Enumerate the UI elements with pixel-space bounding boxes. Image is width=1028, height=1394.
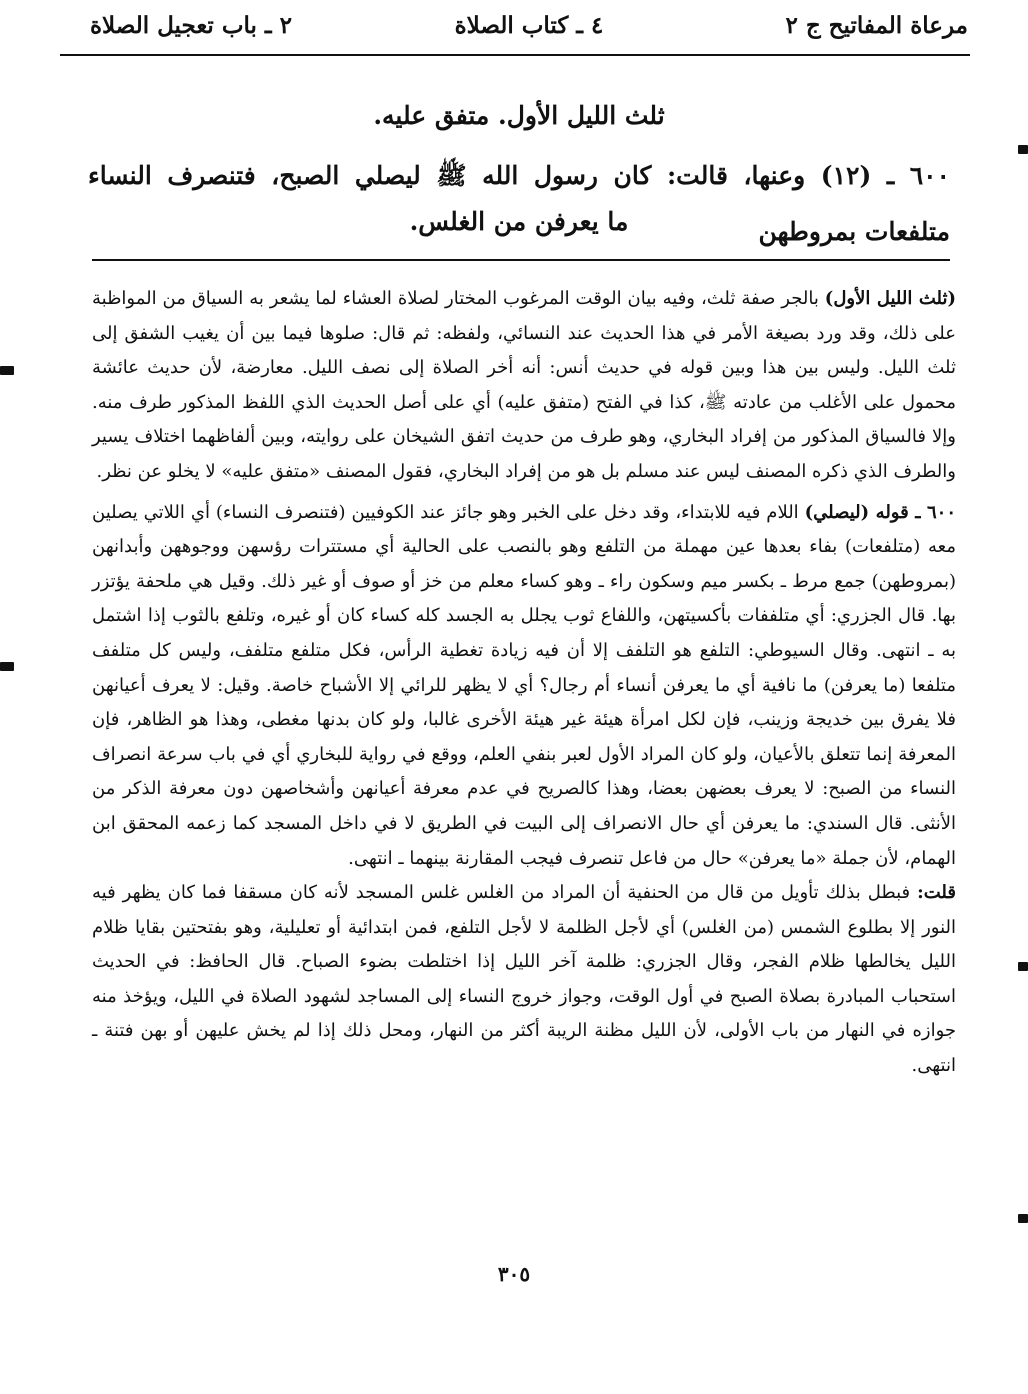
hadith-line-1: ثلث الليل الأول. متفق عليه.	[373, 101, 665, 130]
scan-mark	[1018, 962, 1028, 971]
scan-mark	[0, 366, 14, 375]
commentary-paragraph-1	[92, 282, 956, 490]
commentary-paragraph-3	[92, 876, 956, 1084]
scan-mark	[1018, 1214, 1028, 1223]
hadith-line-3: ما يعرفن من الغلس.	[409, 207, 629, 236]
commentary-text: اللام فيه للابتداء، وقد دخل على الخبر وهو جائز عند الكوفيين (فتنصرف النساء) أي اللاتي يصلين معه (متلفعات) بفاء بعدها عين مهملة من التلفع وهو بالنصب على الحالية أي مستترات رؤسهن ووجوههن وأبدانهن (بمروطهن) جمع مرط ـ بكسر ميم وسكون راء ـ وهو كساء معلم من خز أو صوف أو غير ذلك. وقيل هي ملحفة يؤتزر بها. قال الجزري: أي متلففات بأكسيتهن، واللفاع ثوب يجلل به الجسد كله كساء كان أو غيره، وتلفع بالثوب إذا اشتمل به ـ انتهى. وقال السيوطي: التلفع هو التلفف إلا أن فيه زيادة تغطية الرأس، فكل متلفع متلفف، وليس كل متلفف متلفعا (ما يعرفن) ما نافية أي ما يعرفن أنساء أم رجال؟ أي لا يظهر للرائي إلا الأشباح خاصة. وقيل: لا يعرف أعيانهن فلا يفرق بين خديجة وزينب، فإن لكل امرأة هيئة غير هيئة الأخرى غالبا، ولو كان بدنها مغطى، وهذا هو الظاهر، فإن المعرفة إنما تتعلق بالأعيان، ولو كان المراد الأول لعبر بنفي العلم، ووقع في رواية للبخاري أي في باب سرعة انصراف النساء من الصبح: لا يعرف بعضهن بعضا، وهذا كالصريح في عدم معرفة أعيانهن وأشخاصهن دون معرفة الذكر من الأنثى. قال السندي: ما يعرفن أي حال الانصراف إلى البيت في الطريق لا في داخل المسجد كما زعمه المحقق ابن الهمام، لأن جملة «ما يعرفن» حال من فاعل تنصرف فيجب المقارنة بينهما ـ انتهى.	[92, 501, 956, 869]
section-title: ٢ ـ باب تعجيل الصلاة	[90, 12, 293, 39]
scan-mark	[1018, 145, 1028, 154]
commentary-text: بالجر صفة ثلث، وفيه بيان الوقت المرغوب المختار لصلاة العشاء لما يشعر به السياق من المواظبة على ذلك، وقد ورد بصيغة الأمر في هذا الحديث عند النسائي، ولفظه: ثم قال: صلوها فيما بين أن يغيب الشفق إلى ثلث الليل. وليس بين هذا وبين قوله في حديث أنس: أنه أخر الصلاة إلى نصف الليل. معارضة، لأن حديث عائشة محمول على الأغلب من عادته ﷺ، كذا في الفتح (متفق عليه) أي على أصل الحديث الذي اللفظ المذكور طرف منه. وإلا فالسياق المذكور من إفراد البخاري، وهو طرف من حديث اتفق الشيخان على روايته، وبين ألفاظهما اختلاف يسير والطرف الذي ذكره المصنف ليس عند مسلم بل هو من إفراد البخاري، فقول المصنف «متفق عليه» لا يخلو عن نظر.	[92, 288, 956, 482]
text-commentary-divider	[92, 259, 950, 261]
commentary-lemma: ٦٠٠ ـ قوله (ليصلي)	[804, 501, 957, 523]
scan-mark	[0, 662, 14, 671]
commentary-text: فبطل بذلك تأويل من قال من الحنفية أن المراد من الغلس غلس المسجد لأنه كان مسقفا فما كان يظهر فيه النور إلا بطلوع الشمس (من الغلس) أي لأجل الظلمة لا لأجل التلفع، فمن ابتدائية أو تعليلية، وهو بفتحتين بقايا ظلام الليل يخالطها ظلام الفجر، وقال الجزري: ظلمة آخر الليل إذا اختلطت بضوء الصباح. قال الحافظ: في الحديث استحباب المبادرة بصلاة الصبح في أول الوقت، وجواز خروج النساء إلى المساجد لشهود الصلاة في الليل، ويؤخذ منه جوازه في النهار من باب الأولى، لأن الليل مظنة الريبة أكثر من النهار، ومحل ذلك إذا لم يخش عليهن أو بهن فتنة ـ انتهى.	[92, 882, 956, 1077]
running-header	[90, 8, 968, 48]
hadith-line-2: ٦٠٠ ـ (١٢) وعنها، قالت: كان رسول الله ﷺ ليصلي الصبح، فتنصرف النساء متلفعات بمروطهن	[88, 161, 950, 246]
chapter-title: ٤ ـ كتاب الصلاة	[454, 12, 604, 39]
commentary-paragraph-2	[92, 496, 956, 877]
commentary-lemma: (ثلث الليل الأول)	[824, 288, 956, 309]
book-title: مرعاة المفاتيح ج ٢	[785, 12, 968, 39]
commentary	[92, 282, 956, 1084]
page-number: ٣٠٥	[497, 1262, 531, 1286]
header-divider	[60, 54, 970, 56]
commentary-lemma: قلت:	[917, 882, 956, 904]
